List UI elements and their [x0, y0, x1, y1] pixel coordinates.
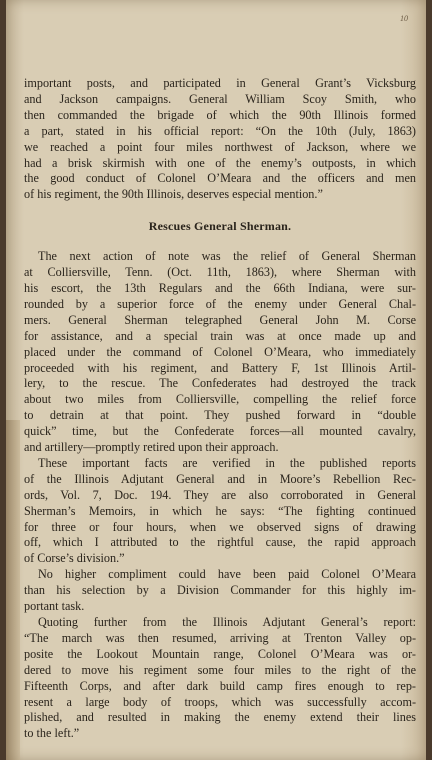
- text-line: for three or four hours, when we observed signs of drawing: [24, 519, 416, 534]
- text-line: quick” time, but the Confederate forces—all mounted cavalry,: [24, 424, 416, 439]
- text-line: portant task.: [24, 599, 85, 614]
- text-line: at Colliersville, Tenn. (Oct. 11th, 1863), where Sherman with: [24, 265, 416, 280]
- paragraph-1: [24, 76, 416, 203]
- text-line: for assistance, and a special train was at once made up and: [24, 328, 416, 343]
- text-line: and Jackson campaigns. General William Scoy Smith, who: [24, 91, 416, 106]
- text-line: Sherman’s Memoirs, in which he says: “The fighting continued: [24, 503, 416, 518]
- text-line: to the left.”: [24, 726, 80, 741]
- text-line: rounded by a superior force of the enemy under General Chal-: [24, 296, 416, 311]
- text-line: “The march was then resumed, arriving at Trenton Valley op-: [24, 630, 416, 645]
- text-line: to detrain at that point. They pushed forward in “double: [24, 408, 416, 423]
- text-line: of the Illinois Adjutant General and in Moore’s Rebellion Rec-: [24, 471, 416, 486]
- paragraph-3: [24, 456, 416, 567]
- text-line: placed under the command of Colonel O’Meara, who immediately: [24, 344, 416, 359]
- page-text: [24, 76, 416, 742]
- text-line: proceeded with his regiment, and Battery F, 1st Illinois Artil-: [24, 360, 416, 375]
- text-line: The next action of note was the relief of General Sherman: [38, 249, 416, 264]
- text-line: had a brisk skirmish with one of the enemy’s outposts, in which: [24, 155, 416, 170]
- text-line: lery, to the rescue. The Confederates had destroyed the track: [24, 376, 416, 391]
- text-line: Fifteenth Corps, and after dark build camp fires enough to rep-: [24, 678, 416, 693]
- page-number: 10: [400, 14, 408, 23]
- text-line: posite the Lookout Mountain range, Colonel O’Meara was or-: [24, 646, 416, 661]
- text-line: dered to move his regiment some four miles to the right of the: [24, 662, 416, 677]
- text-line: than his selection by a Division Commander for this highly im-: [24, 583, 416, 598]
- text-line: the good conduct of Colonel O’Meara and the officers and men: [24, 171, 416, 186]
- book-page: [6, 0, 426, 760]
- text-line: Quoting further from the Illinois Adjutant General’s report:: [38, 615, 416, 629]
- page-binding-edge: [6, 420, 20, 760]
- text-line: and artillery—promptly retired upon their approach.: [24, 440, 279, 455]
- text-line: off, which I attributed to the rightful cause, the rapid approach: [24, 535, 416, 550]
- section-heading: Rescues General Sherman.: [148, 219, 292, 234]
- text-line: we reached a point four miles northwest of Jackson, where we: [24, 139, 416, 154]
- text-line: of his regiment, the 90th Illinois, deserves especial mention.”: [24, 187, 323, 202]
- text-line: about two miles from Colliersville, compelling the relief force: [24, 392, 416, 407]
- text-line: These important facts are verified in the published reports: [38, 455, 416, 470]
- text-line: then commanded the brigade of which the 90th Illinois formed: [24, 107, 416, 122]
- text-line: resent a large body of troops, which was successfully accom-: [24, 694, 416, 709]
- text-line: No higher compliment could have been paid Colonel O’Meara: [38, 567, 416, 582]
- text-line: his escort, the 13th Regulars and the 66th Indiana, were sur-: [24, 280, 416, 295]
- text-line: a part, stated in his official report: “On the 10th (July, 1863): [24, 123, 416, 138]
- text-line: ords, Vol. 7, Doc. 194. They are also corroborated in General: [24, 487, 416, 502]
- paragraph-4: [24, 567, 416, 615]
- text-line: plished, and resulted in making the enemy extend their lines: [24, 710, 416, 725]
- text-line: mers. General Sherman telegraphed General John M. Corse: [24, 312, 416, 327]
- text-line: important posts, and participated in General Grant’s Vicksburg: [24, 76, 416, 90]
- paragraph-5: [24, 615, 416, 742]
- paragraph-2: [24, 249, 416, 456]
- text-line: of Corse’s division.”: [24, 551, 125, 566]
